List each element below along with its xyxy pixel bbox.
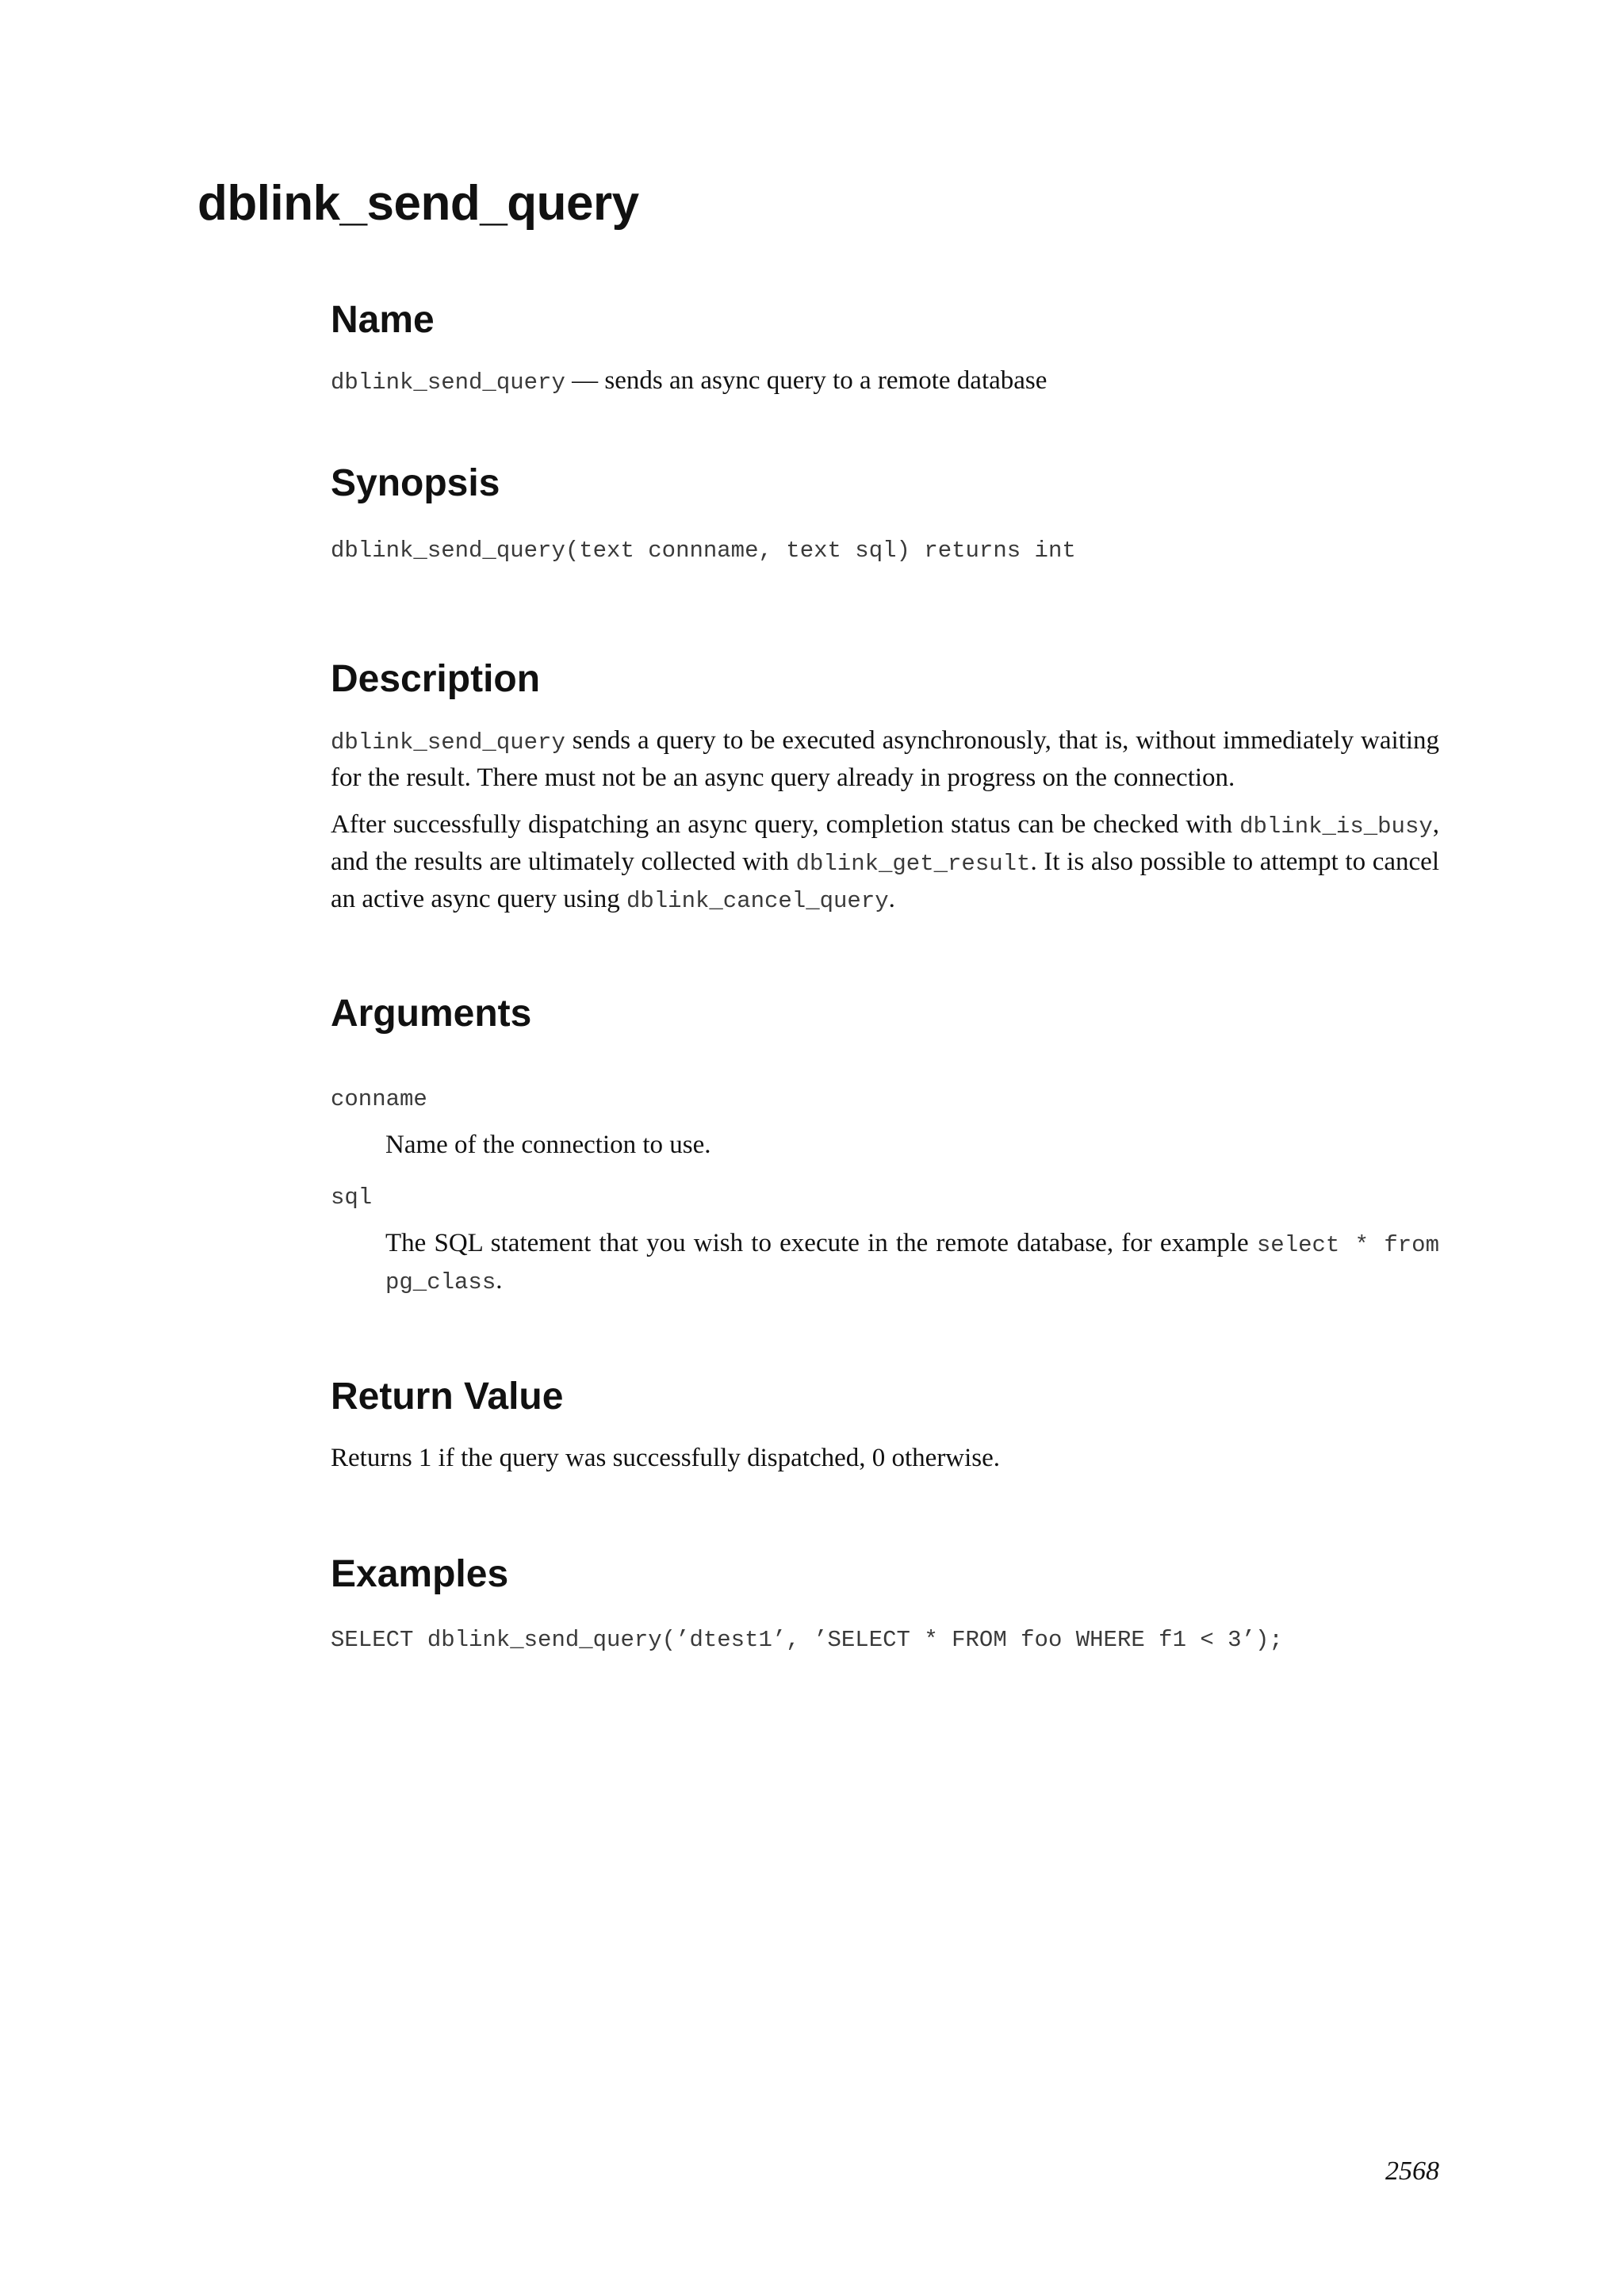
synopsis-code: dblink_send_query(text connname, text sql) returns int	[331, 538, 1076, 564]
argument-desc-sql-code: select * from pg_class	[385, 1232, 1439, 1295]
name-line	[331, 363, 1439, 400]
description-p1-text: sends a query to be executed asynchronously, that is, without immediately waiting for the result. There must not be an async query already in progress on the connection.	[331, 726, 1439, 792]
function-purpose: — sends an async query to a remote database	[565, 366, 1048, 395]
function-name: dblink_send_query	[331, 369, 565, 396]
description-paragraph-2	[331, 807, 1439, 919]
argument-term-sql: sql	[331, 1184, 373, 1211]
example-code: SELECT dblink_send_query(’dtest1’, ’SELECT * FROM foo WHERE f1 < 3’);	[331, 1627, 1283, 1653]
page-title: dblink_send_query	[197, 176, 639, 231]
description-p2-b: , and the results are ultimately collected with	[331, 810, 1439, 876]
argument-term-conname: conname	[331, 1086, 427, 1112]
description-p2-c: . It is also possible to attempt to cancel an active async query using	[331, 848, 1439, 913]
description-p2-a: After successfully dispatching an async query, completion status can be checked with	[331, 810, 1240, 839]
section-heading-return-value: Return Value	[331, 1376, 564, 1418]
dblink-cancel-query-code: dblink_cancel_query	[626, 888, 889, 914]
argument-desc-sql	[385, 1226, 1439, 1300]
section-heading-examples: Examples	[331, 1553, 509, 1595]
argument-desc-sql-end: .	[496, 1266, 503, 1295]
section-heading-arguments: Arguments	[331, 993, 532, 1035]
description-p2-d: .	[888, 885, 895, 913]
description-function-code: dblink_send_query	[331, 729, 565, 756]
argument-desc-conname: Name of the connection to use.	[385, 1131, 711, 1159]
argument-desc-sql-text: The SQL statement that you wish to execute in the remote database, for example	[385, 1229, 1257, 1257]
return-value-text: Returns 1 if the query was successfully dispatched, 0 otherwise.	[331, 1444, 1001, 1472]
section-heading-description: Description	[331, 658, 541, 700]
section-heading-name: Name	[331, 299, 435, 341]
dblink-is-busy-code: dblink_is_busy	[1239, 813, 1433, 840]
page-number: 2568	[1385, 2156, 1439, 2186]
description-paragraph-1	[331, 723, 1439, 796]
dblink-get-result-code: dblink_get_result	[795, 851, 1031, 877]
section-heading-synopsis: Synopsis	[331, 462, 500, 504]
